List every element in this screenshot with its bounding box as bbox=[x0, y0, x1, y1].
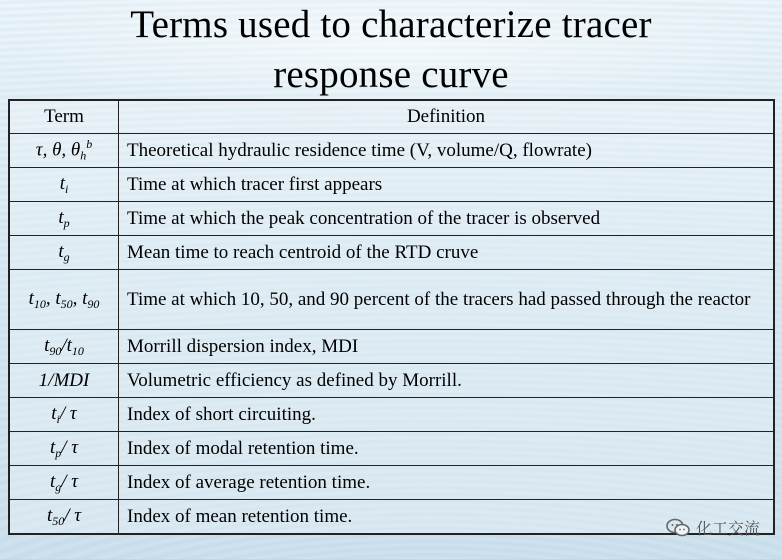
term-cell: $t_{50}/$ τ bbox=[9, 500, 119, 535]
table-row bbox=[9, 500, 774, 535]
definition-cell: Time at which the peak concentration of the tracer is observed bbox=[119, 202, 775, 236]
wechat-icon bbox=[666, 518, 690, 538]
definition-cell: Index of modal retention time. bbox=[119, 432, 775, 466]
term-cell: $t_g/$ τ bbox=[9, 466, 119, 500]
table-header-row bbox=[9, 100, 774, 134]
title-line-1: Terms used to characterize tracer bbox=[130, 3, 652, 46]
term-cell: 1/MDI bbox=[9, 364, 119, 398]
watermark-text: 化工交流 bbox=[695, 519, 760, 538]
table-row bbox=[9, 330, 774, 364]
definition-cell: Theoretical hydraulic residence time (V, volume/Q, flowrate) bbox=[119, 134, 775, 168]
term-cell: $t_i$ bbox=[9, 168, 119, 202]
definition-cell: Index of average retention time. bbox=[119, 466, 775, 500]
table-row bbox=[9, 432, 774, 466]
header-definition: Definition bbox=[119, 100, 775, 134]
table-row bbox=[9, 134, 774, 168]
slide-title bbox=[0, 0, 782, 100]
term-cell: $t_p$ bbox=[9, 202, 119, 236]
header-term: Term bbox=[9, 100, 119, 134]
title-line-2: response curve bbox=[273, 53, 509, 96]
definition-cell: Time at which 10, 50, and 90 percent of the tracers had passed through the reactor bbox=[119, 270, 775, 330]
table-row bbox=[9, 168, 774, 202]
table-row bbox=[9, 398, 774, 432]
term-cell: $t_i/$ τ bbox=[9, 398, 119, 432]
term-cell: $t_p/$ τ bbox=[9, 432, 119, 466]
terms-table bbox=[8, 99, 775, 535]
table-row bbox=[9, 236, 774, 270]
definition-cell: Mean time to reach centroid of the RTD cruve bbox=[119, 236, 775, 270]
table-row bbox=[9, 270, 774, 330]
table-row bbox=[9, 466, 774, 500]
definition-cell: Time at which tracer first appears bbox=[119, 168, 775, 202]
definition-cell: Index of mean retention time. bbox=[119, 500, 775, 535]
table-row bbox=[9, 202, 774, 236]
term-cell: τ, θ, $\theta_h^b$ bbox=[9, 134, 119, 168]
definition-cell: Index of short circuiting. bbox=[119, 398, 775, 432]
terms-table-container bbox=[8, 99, 775, 535]
definition-cell: Volumetric efficiency as defined by Morrill. bbox=[119, 364, 775, 398]
table-row bbox=[9, 364, 774, 398]
watermark bbox=[666, 516, 760, 539]
term-cell: $t_{90}/t_{10}$ bbox=[9, 330, 119, 364]
definition-cell: Morrill dispersion index, MDI bbox=[119, 330, 775, 364]
term-cell: $t_g$ bbox=[9, 236, 119, 270]
term-cell: $t_{10}$, $t_{50}$, $t_{90}$ bbox=[9, 270, 119, 330]
